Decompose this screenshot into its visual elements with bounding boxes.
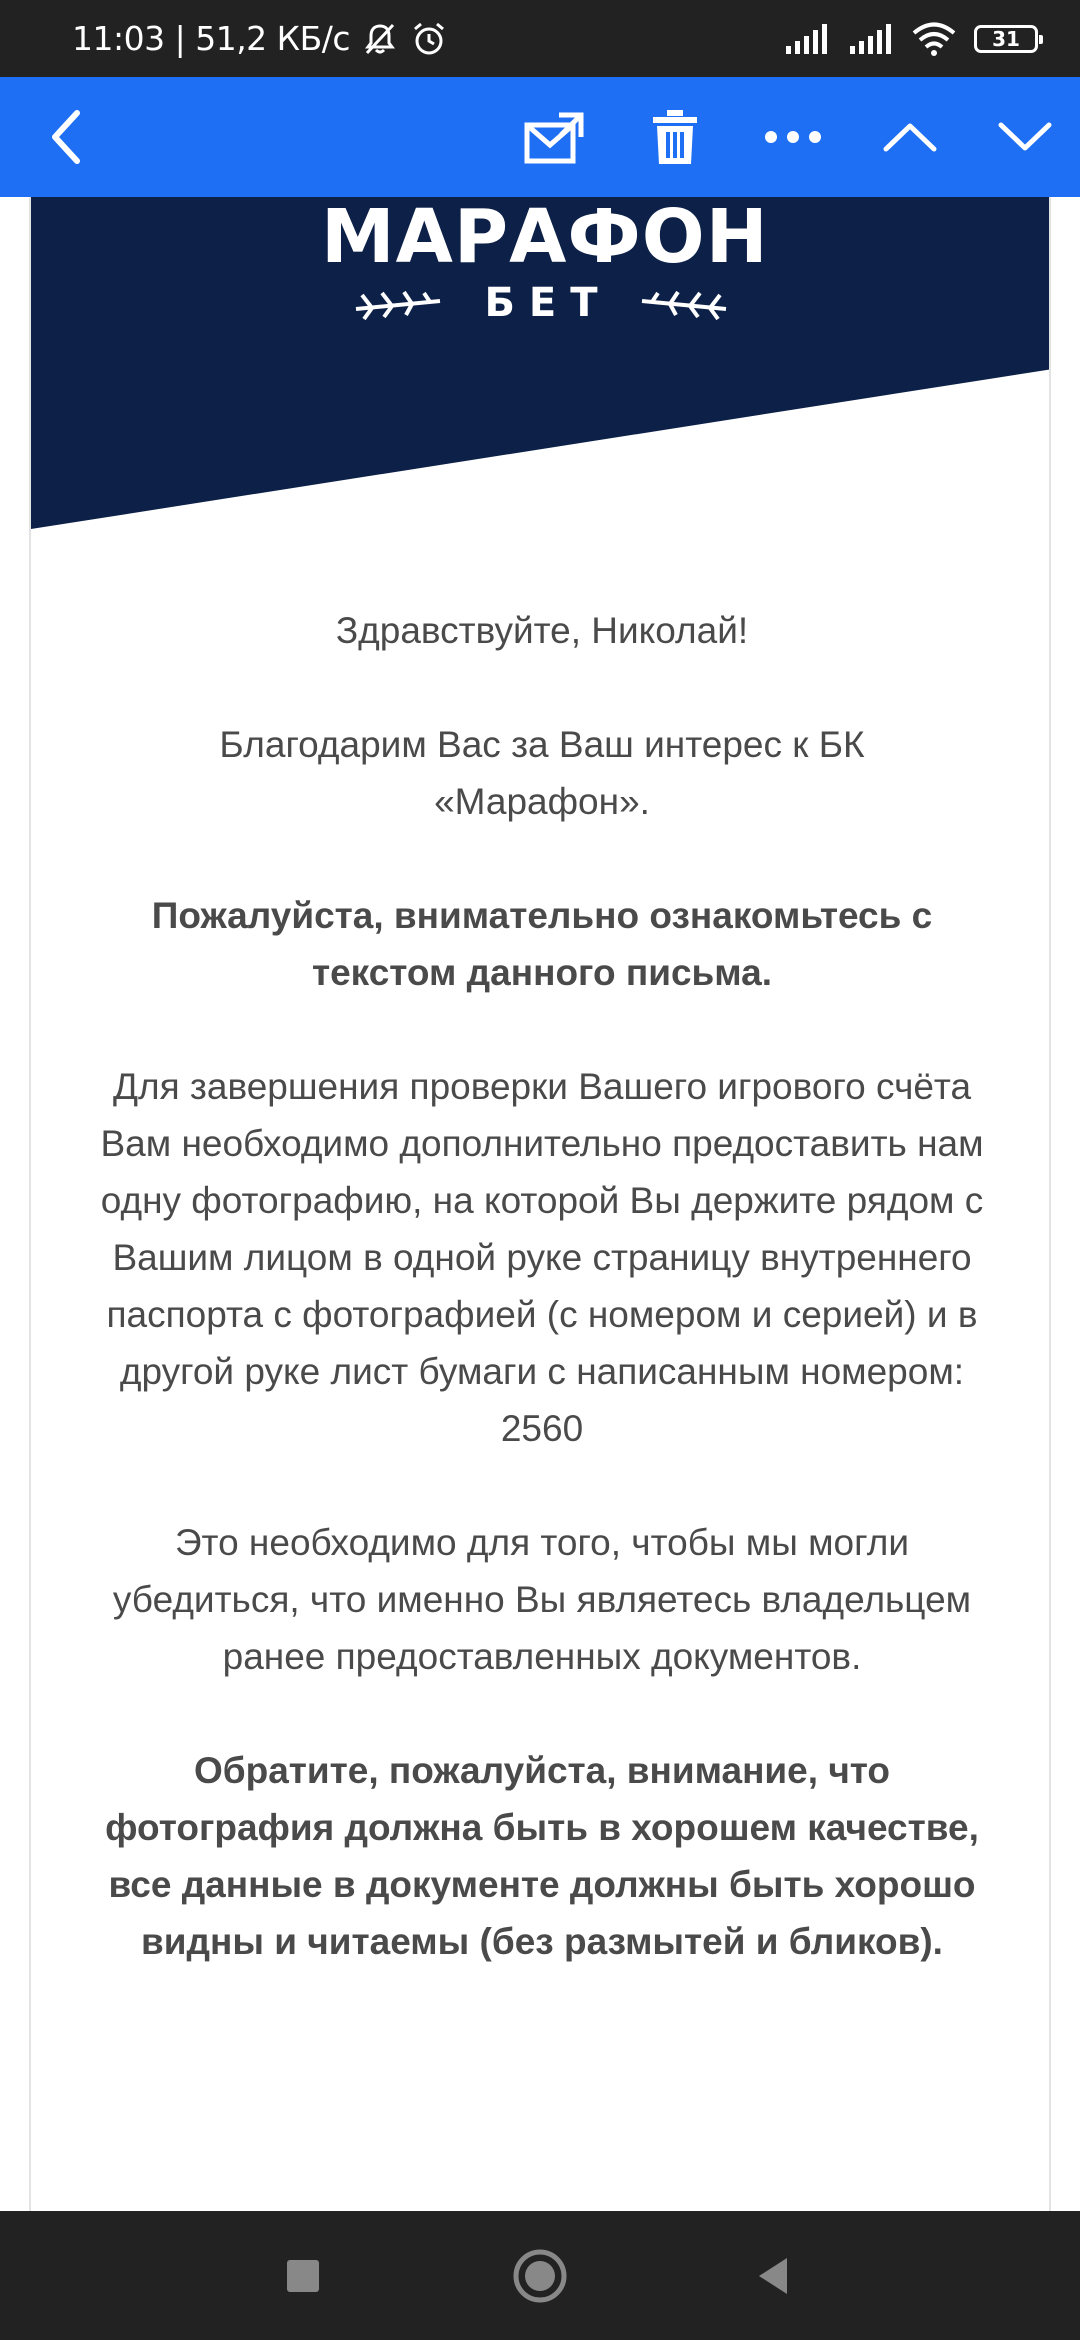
signal-icon <box>848 24 894 54</box>
back-arrow-icon <box>47 107 83 167</box>
back-icon <box>755 2256 791 2296</box>
notice-paragraph: Пожалуйста, внимательно ознакомьтесь с текстом данного письма. <box>151 895 933 993</box>
wifi-icon <box>912 22 956 56</box>
previous-mail-button[interactable] <box>870 77 950 197</box>
home-button[interactable] <box>480 2211 600 2340</box>
thanks-paragraph: Благодарим Вас за Ваш интерес к БК «Марафон». <box>219 724 865 822</box>
status-time-speed: 11:03 | 51,2 КБ/с <box>72 19 350 58</box>
more-icon <box>763 129 823 145</box>
dnd-off-icon <box>362 21 398 57</box>
move-mail-button[interactable] <box>515 77 595 197</box>
home-icon <box>512 2248 568 2304</box>
battery-icon <box>974 25 1038 53</box>
laurel-left-icon <box>352 283 444 323</box>
chevron-down-icon <box>997 121 1053 153</box>
trash-icon <box>651 108 699 166</box>
signal-icon <box>784 24 830 54</box>
back-button[interactable] <box>30 77 100 197</box>
greeting: Здравствуйте, Николай! <box>335 610 749 651</box>
mail-toolbar <box>0 77 1080 197</box>
recent-apps-button[interactable] <box>243 2211 363 2340</box>
battery-level: 31 <box>974 25 1038 53</box>
status-right <box>766 0 1038 77</box>
recent-apps-icon <box>285 2258 321 2294</box>
quality-paragraph: Обратите, пожалуйста, внимание, что фотография должна быть в хорошем качестве, все данные в документе должны быть хорошо видны и читаемы (без размытей и бликов). <box>105 1750 979 1962</box>
system-nav-bar <box>0 2211 1080 2340</box>
more-button[interactable] <box>755 77 830 197</box>
email-text <box>31 602 1051 2027</box>
chevron-up-icon <box>882 121 938 153</box>
alarm-icon <box>410 20 448 58</box>
status-left <box>72 0 448 77</box>
logo-sub-text: БЕТ <box>484 280 612 326</box>
status-bar <box>0 0 1080 77</box>
header-banner <box>31 197 1051 537</box>
laurel-right-icon <box>638 283 730 323</box>
logo-main-text: МАРАФОН <box>321 197 769 280</box>
system-back-button[interactable] <box>713 2211 833 2340</box>
move-mail-icon <box>523 109 587 165</box>
logo-sub-row <box>321 273 761 333</box>
email-body <box>29 197 1051 2211</box>
reason-paragraph: Это необходимо для того, чтобы мы могли убедиться, что именно Вы являетесь владельцем ранее предоставленных документов. <box>112 1522 972 1677</box>
next-mail-button[interactable] <box>985 77 1065 197</box>
delete-button[interactable] <box>640 77 710 197</box>
instructions-paragraph: Для завершения проверки Вашего игрового счёта Вам необходимо дополнительно предоставить нам одну фотографию, на которой Вы держите рядом с Вашим лицом в одной руке страницу внутреннего паспорта с фотографией (с номером и серией) и в другой руке лист бумаги с написанным номером: 2560 <box>100 1066 984 1449</box>
brand-logo <box>321 197 769 337</box>
